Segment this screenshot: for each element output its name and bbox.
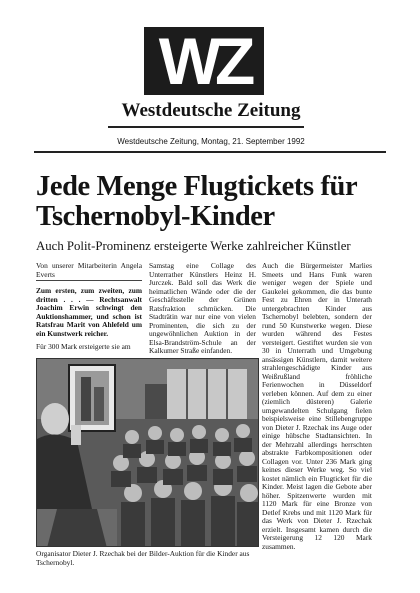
headline: Jede Menge Flugtickets für Tschernobyl-Kinder: [36, 171, 357, 232]
lead-paragraph: Zum ersten, zum zweiten, zum dritten . . . — Rechtsanwalt Joachim Erwin schwingt den Auktionshammer, und schon ist Ratsfrau Marit von Ahlefeld um ein Kunstwerk reicher.: [36, 286, 142, 338]
column3-paragraph: Auch die Bürgermeister Marlies Smeets und Hans Funk waren weniger wegen der Spiele und Gaukelei gekommen, die das bunte Fest zu Ehren der in Unterath untergebrachten Kinder aus Tschernobyl belebten, sondern der rund 50 Kunstwerke wegen. Diese wurden während des Festes versteigert. Gestiftet wurden sie von 30 in Unterrath und Umgebung ansässigen Künstlern, damit weitere strahlengeschädigte Kinder aus Weißrußland fröhliche Ferienwochen in Düsseldorf verleben können. Auf dem zu einer (ziemlich düsteren) Galerie umgewandelten Schulgang fielen beispielsweise eine Stillebengruppe von Dieter J. Rzechak ins Auge oder einige hübsche Stadtansichten. In der Mehrzahl allerdings herrschten abstrakte Farbkompositionen oder Collagen vor. Unter 236 Mark ging keines dieser Werke weg. So viel kostet nämlich ein Flugticket für die Kinder. Meist lagen die Gebote aber höher. Spitzenwerte wurden mit 1120 Mark für eine Bronze von Detlef Krebs und mit 1120 Mark für das Werk von Dieter J. Rzechak erzielt. Insgesamt kamen durch die Versteigerung 12 120 Mark zusammen.: [262, 261, 372, 551]
column2-text: [149, 262, 256, 356]
column1-paragraph: Für 300 Mark ersteigerte sie am: [36, 342, 131, 351]
auction-photo-image: [37, 359, 259, 547]
photo-caption: Organisator Dieter J. Rzechak bei der Bilder-Auktion für die Kinder aus Tschernobyl.: [36, 549, 250, 567]
auction-photo: [36, 358, 259, 547]
wz-logo: WZ: [144, 27, 264, 95]
column2-paragraph: Samstag eine Collage des Unterrather Künstlers Heinz H. Jurczek. Bald soll das Werk die heimatlichen Wände oder die der Geschäftsstelle der Grünen Ratsfraktion schmücken. Die Stadträtin war nur eine von vielen Prominenten, die sich zu der ungewöhnlichen Auktion in der Elsa-Brandström-Schule an der Kalkumer Straße einfanden.: [149, 261, 256, 355]
byline-rule: [36, 280, 142, 281]
dateline: Westdeutsche Zeitung, Montag, 21. September 1992: [117, 137, 305, 146]
paper-name: Westdeutsche Zeitung: [121, 100, 301, 121]
header-divider: [34, 151, 386, 153]
masthead-rule: [108, 126, 304, 128]
column3-text: [262, 262, 372, 551]
subheadline: Auch Polit-Prominenz ersteigerte Werke zahlreicher Künstler: [36, 239, 351, 253]
byline: Von unserer Mitarbeiterin Angela Everts: [36, 261, 142, 279]
